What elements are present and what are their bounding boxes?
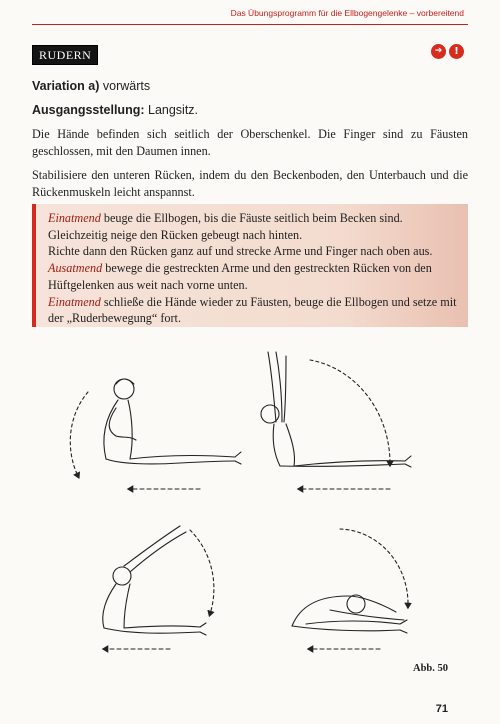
instruction-line-4	[48, 294, 458, 327]
instruction-3-text: bewege die gestreckten Arme und den gestreckten Rücken von den Hüftgelenken aus weit nach vorne unten.	[48, 261, 432, 292]
instruction-box	[32, 204, 468, 327]
figure-sitting-leaning-back	[70, 379, 241, 489]
nav-icons	[431, 44, 464, 59]
start-position-label: Ausgangsstellung:	[32, 102, 145, 117]
variation-value: vorwärts	[99, 79, 151, 93]
paragraph-hands: Die Hände befinden sich seitlich der Oberschenkel. Die Finger sind zu Fäusten geschlossen, mit den Daumen innen.	[32, 127, 468, 158]
instruction-line-3	[48, 260, 458, 293]
start-position-value: Langsitz.	[144, 102, 199, 117]
running-header: Das Übungsprogramm für die Ellbogengelenke – vorbereitend	[230, 8, 464, 18]
figure-caption: Abb. 50	[412, 663, 448, 674]
figure-arms-up	[261, 352, 411, 489]
section-label: RUDERN	[32, 45, 98, 65]
instruction-4-text: schließe die Hände wieder zu Fäusten, beuge die Ellbogen und setze mit der „Ruderbewegung“ fort.	[48, 294, 457, 326]
start-position-line	[32, 102, 468, 119]
exercise-illustration	[60, 344, 460, 674]
instruction-1-keyword: Einatmend	[48, 211, 101, 225]
instruction-4-keyword: Einatmend	[48, 294, 101, 309]
variation-label: Variation a)	[32, 79, 100, 93]
instruction-1-text: beuge die Ellbogen, bis die Fäuste seitlich beim Becken sind. Gleichzeitig neige den Rücken gebeugt nach hinten.	[48, 211, 403, 242]
instruction-3-keyword: Ausatmend	[48, 261, 103, 276]
paragraph-stabilize: Stabilisiere den unteren Rücken, indem du den Beckenboden, den Unterbauch und die Rückenmuskeln leicht anspannst.	[32, 168, 468, 199]
arrow-right-icon[interactable]: ➔	[431, 44, 446, 59]
header-rule	[32, 24, 468, 25]
instruction-line-2: Richte dann den Rücken ganz auf und strecke Arme und Finger nach oben aus.	[48, 244, 433, 259]
figure-folded-forward	[292, 529, 408, 649]
exercise-text	[32, 78, 468, 208]
instruction-line-1	[48, 210, 458, 243]
figure-reaching-forward	[103, 526, 214, 649]
variation-line	[32, 78, 468, 95]
exclamation-icon[interactable]: !	[449, 44, 464, 59]
page-number: 71	[435, 703, 448, 715]
